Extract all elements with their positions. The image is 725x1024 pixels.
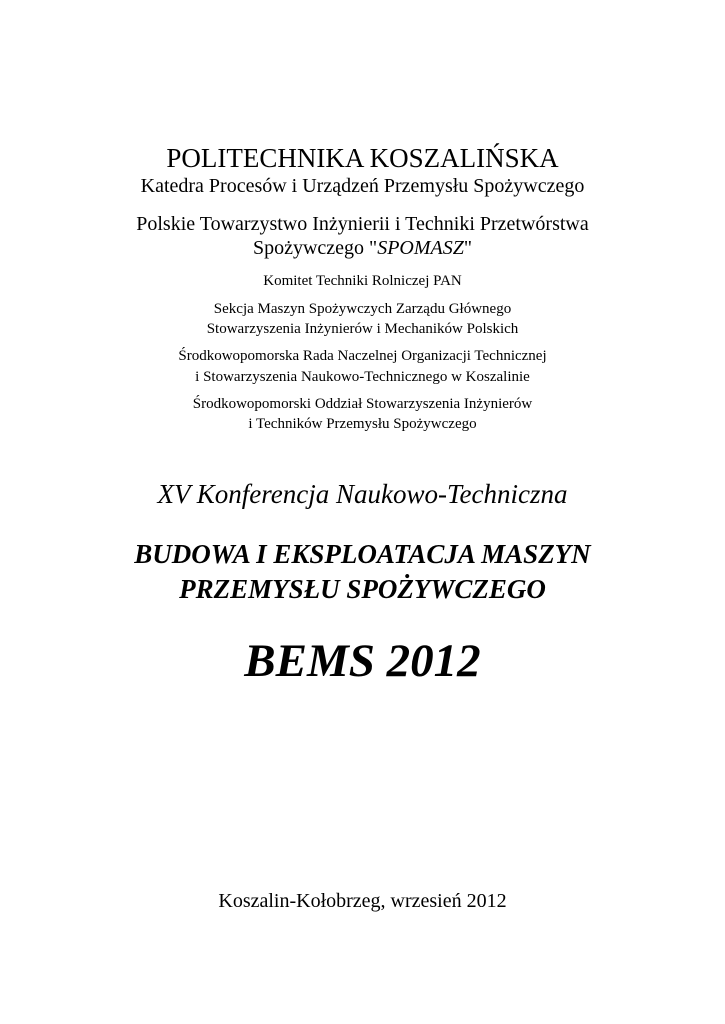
committee-name: Komitet Techniki Rolniczej PAN xyxy=(263,273,462,289)
society-name-line-1: Polskie Towarzystwo Inżynierii i Techniki Przetwórstwa xyxy=(136,213,589,235)
department-name: Katedra Procesów i Urządzeń Przemysłu Spożywczego xyxy=(140,175,585,197)
conference-title-line-2: PRZEMYSŁU SPOŻYWCZEGO xyxy=(179,574,546,604)
conference-acronym: BEMS 2012 xyxy=(244,635,481,687)
council-name-line-2: i Stowarzyszenia Naukowo-Technicznego w Koszalinie xyxy=(195,369,530,385)
conference-name: XV Konferencja Naukowo-Techniczna xyxy=(157,479,568,509)
society-name-line-2 xyxy=(0,238,725,258)
conference-title-line-1: BUDOWA I EKSPLOATACJA MASZYN xyxy=(134,539,591,569)
section-name-line-1: Sekcja Maszyn Spożywczych Zarządu Głównego xyxy=(213,301,512,317)
place-and-date: Koszalin-Kołobrzeg, wrzesień 2012 xyxy=(218,890,507,912)
society-name-line-2-suffix: " xyxy=(463,237,473,259)
branch-name-line-1: Środkowopomorski Oddział Stowarzyszenia Inżynierów xyxy=(192,396,533,412)
society-acronym: SPOMASZ xyxy=(377,237,464,259)
university-name: POLITECHNIKA KOSZALIŃSKA xyxy=(166,143,559,173)
branch-name-line-2: i Techników Przemysłu Spożywczego xyxy=(248,416,477,432)
council-name-line-1: Środkowopomorska Rada Naczelnej Organizacji Technicznej xyxy=(178,348,547,364)
section-name-line-2: Stowarzyszenia Inżynierów i Mechaników Polskich xyxy=(206,321,519,337)
society-name-line-2-prefix: Spożywczego " xyxy=(252,237,378,259)
